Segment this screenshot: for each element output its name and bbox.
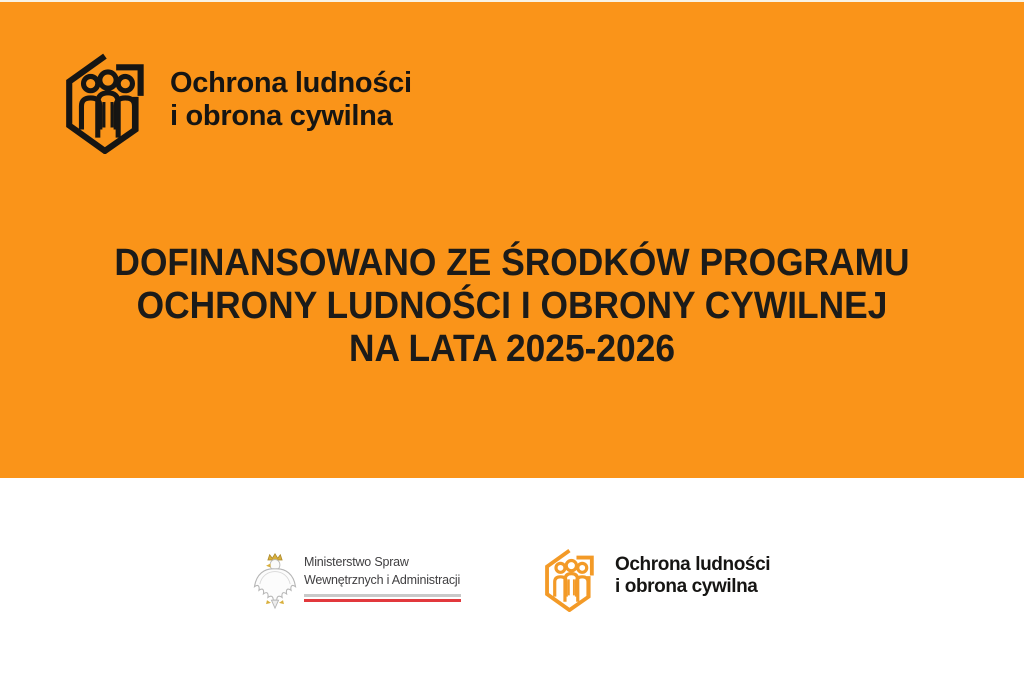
flag-stripe-red [304, 599, 461, 602]
funding-statement-line3: NA LATA 2025-2026 [348, 328, 676, 370]
ministry-name [304, 554, 461, 589]
ministry-text-block [304, 550, 461, 602]
funding-statement-line1: DOFINANSOWANO ZE ŚRODKÓW PROGRAMU [114, 242, 910, 284]
ministry-name-line2: Wewnętrznych i Administracji [304, 572, 461, 587]
funding-statement [36, 242, 988, 371]
civil-protection-logo-header [58, 52, 412, 154]
civil-protection-logo-wordmark [170, 52, 412, 133]
ministry-logo [250, 550, 461, 611]
polish-white-eagle-emblem [250, 550, 300, 611]
funding-statement-line2: OCHRONY LUDNOŚCI I OBRONY CYWILNEJ [136, 285, 888, 327]
civil-protection-footer-wordmark [615, 548, 770, 597]
civil-protection-hexagon-people-icon-orange [540, 548, 604, 612]
footer-logos-section [0, 478, 1024, 683]
polish-flag-divider [304, 594, 461, 602]
footer-wordmark-line1: Ochrona ludności [615, 554, 771, 575]
civil-protection-logo-footer [540, 548, 770, 612]
top-edge-line [0, 0, 1024, 2]
civil-protection-hexagon-people-icon [58, 52, 160, 154]
footer-wordmark-line2: i obrona cywilna [615, 575, 758, 597]
logo-wordmark-line2: i obrona cywilna [170, 100, 393, 132]
ministry-name-line1: Ministerstwo Spraw [304, 555, 409, 569]
logo-wordmark-line1: Ochrona ludności [170, 67, 412, 99]
